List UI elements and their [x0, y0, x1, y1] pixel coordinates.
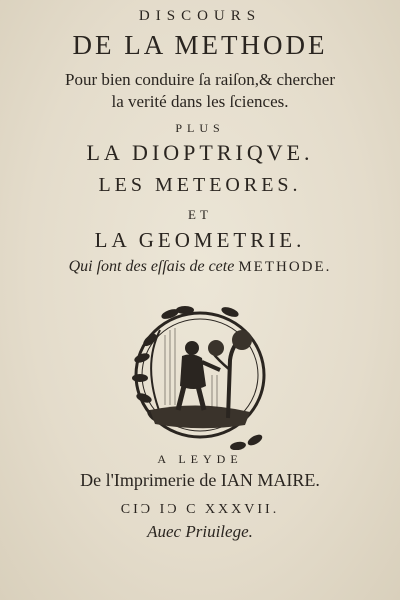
subtitle-line-1: Pour bien conduire ſa raiſon,& chercher	[64, 70, 335, 89]
essais-methode-caps: METHODE.	[238, 259, 332, 275]
word-plus: PLUS	[175, 121, 225, 135]
subtitle-line-2: la verité dans les ſciences.	[111, 92, 289, 111]
title-de-la-methode: DE LA METHODE	[72, 30, 328, 60]
printers-device-woodcut-icon	[120, 300, 280, 450]
title-dioptrique: LA DIOPTRIQVE.	[86, 140, 314, 165]
imprint-place: A LEYDE	[157, 452, 243, 466]
imprint-printer: De l'Imprimerie de IAN MAIRE.	[80, 470, 320, 490]
essais-line	[0, 258, 400, 276]
essais-italic-text: Qui ſont des eſſais de cete	[68, 258, 239, 275]
title-meteores: LES METEORES.	[98, 174, 302, 196]
privilege-note: Auec Priuilege.	[147, 522, 253, 541]
imprint-date: CIƆ IƆ C XXXVII.	[120, 502, 280, 517]
title-word-discours: DISCOURS	[138, 8, 262, 24]
title-geometrie: LA GEOMETRIE.	[94, 228, 306, 252]
word-et: ET	[188, 207, 212, 222]
